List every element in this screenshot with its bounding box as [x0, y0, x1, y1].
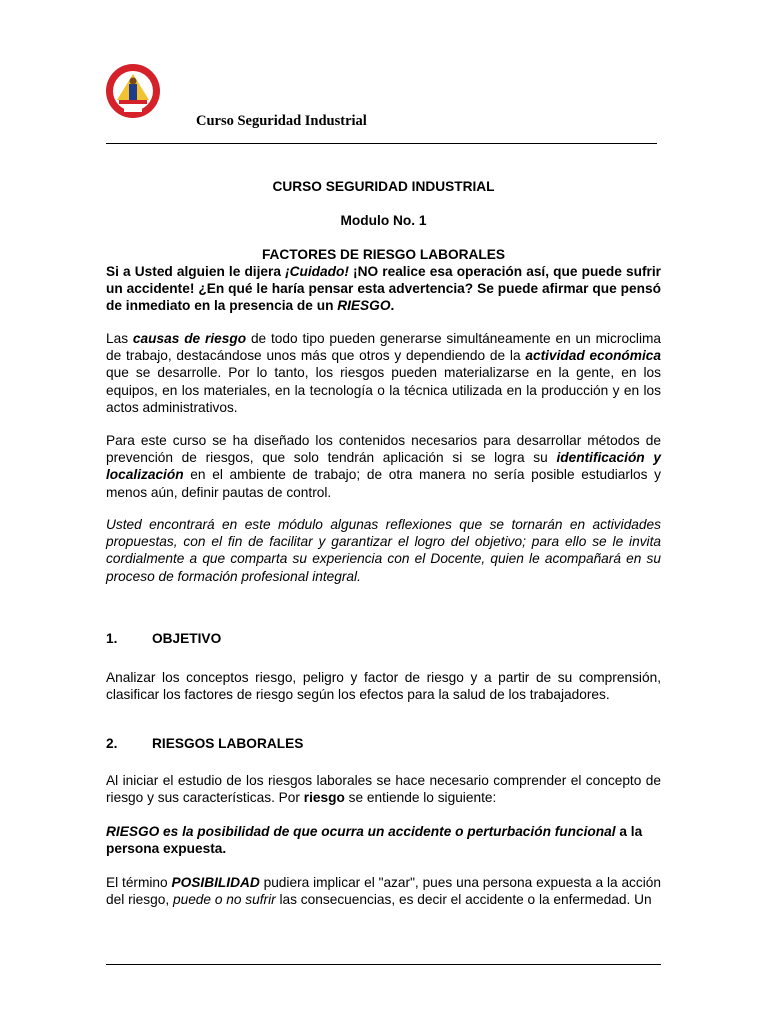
- header-divider: [106, 143, 657, 144]
- section-title: FACTORES DE RIESGO LABORALES: [261, 247, 506, 262]
- institution-logo: [104, 62, 162, 120]
- intro-paragraph: Si a Usted alguien le dijera ¡Cuidado! ¡NO realice esa operación así, que puede sufrir un accidente! ¿En qué le haría pensar esta advertencia? Se puede afirmar que pensó de inmediato en la presencia de un RIESGO.: [106, 264, 661, 314]
- course-paragraph: Para este curso se ha diseñado los contenidos necesarios para desarrollar métodos de prevención de riesgos, que solo tendrán aplicación si se logra su identificación y localización en el ambiente de trabajo; de otra manera no sería posible estudiarlos y menos aún, definir pautas de control.: [106, 433, 662, 500]
- risks-intro-text: Al iniciar el estudio de los riesgos laborales se hace necesario comprender el concepto de riesgo y sus características. Por riesgo se entiende lo siguiente:: [106, 773, 661, 806]
- possibility-paragraph: El término POSIBILIDAD pudiera implicar el "azar", pues una persona expuesta a la acción del riesgo, puede o no sufrir las consecuencias, es decir el accidente o la enfermedad. Un: [106, 875, 662, 908]
- objective-heading: 1. OBJETIVO: [106, 631, 222, 646]
- risks-heading: 2. RIESGOS LABORALES: [106, 736, 304, 751]
- causes-paragraph: Las causas de riesgo de todo tipo pueden generarse simultáneamente en un microclima de trabajo, destacándose unos más que otros y dependiendo de la actividad económica que se desarrolle. Por lo tanto, los riesgos pueden materializarse en la gente, en los equipos, en los materiales, en la tecnología o la técnica utilizada en la producción y en los actos administrativos.: [106, 331, 662, 415]
- objective-text: Analizar los conceptos riesgo, peligro y factor de riesgo y a partir de su comprensión, clasificar los factores de riesgo según los efectos para la salud de los trabajadores.: [106, 670, 661, 703]
- document-title: CURSO SEGURIDAD INDUSTRIAL: [272, 179, 495, 194]
- risk-definition: RIESGO es la posibilidad de que ocurra un accidente o perturbación funcional a la persona expuesta.: [106, 824, 643, 857]
- invitation-paragraph: Usted encontrará en este módulo algunas reflexiones que se tornarán en actividades propuestas, con el fin de facilitar y garantizar el logro del objetivo; para ello se le invita cordialmente a que comparta su experiencia con el Docente, quien le acompañará en su proceso de formación profesional integral.: [106, 517, 661, 584]
- header-title: Curso Seguridad Industrial: [196, 113, 367, 129]
- module-label: Modulo No. 1: [340, 213, 427, 228]
- footer-divider: [106, 964, 661, 965]
